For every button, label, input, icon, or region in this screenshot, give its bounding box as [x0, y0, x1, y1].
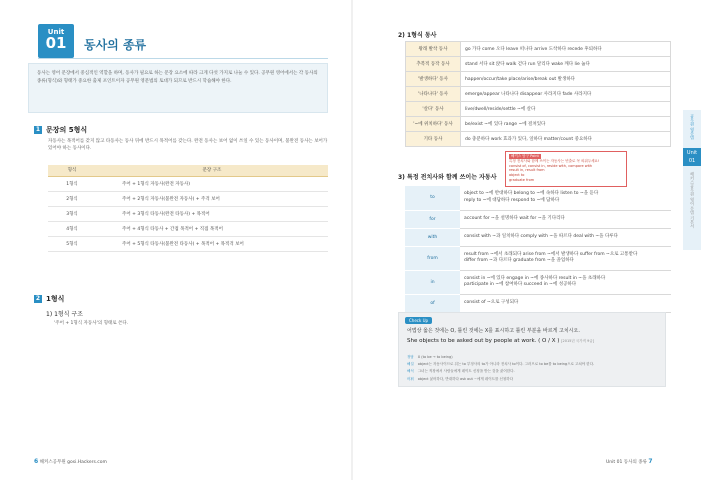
- verb-category: 왕래 발착 동사: [406, 42, 461, 57]
- page-number: 6: [34, 458, 39, 465]
- preposition-label: with: [405, 228, 460, 246]
- answer-label: 정답: [407, 355, 414, 359]
- table-row: [405, 228, 671, 246]
- tip-line: graduate from: [509, 177, 535, 182]
- verb-category: 추복적 동작 동사: [406, 57, 461, 72]
- table-row: [405, 294, 671, 312]
- answer-text: X (to be → to being): [417, 355, 453, 359]
- answer-line: [407, 354, 662, 361]
- table-cell: 주어 + 1형식 자동사(완전 자동사): [96, 176, 328, 191]
- table-row: [406, 102, 671, 117]
- table-cell: 2형식: [48, 191, 96, 206]
- prepositional-verbs-heading: 3) 특정 전치사와 함께 쓰이는 자동사: [398, 174, 497, 181]
- preposition-label: from: [405, 246, 460, 270]
- check-up-tag: Check Up: [405, 317, 432, 324]
- left-footer: [34, 458, 107, 465]
- table-cell: 1형식: [48, 176, 96, 191]
- verb-category: 기타 동사: [406, 132, 461, 147]
- preposition-label: in: [405, 270, 460, 294]
- unit-badge: [38, 24, 74, 58]
- preposition-verbs: consist of ~으로 구성되다: [460, 294, 671, 312]
- check-up-sentence: [407, 338, 594, 344]
- verb-examples: go 가다 come 오다 leave 떠나다 arrive 도착하다 recede 후퇴하다: [461, 42, 671, 57]
- table-header: 문장 구조: [96, 165, 328, 176]
- tip-tag: 해커스 탐구 Point: [511, 154, 539, 158]
- table-cell: 주어 + 3형식 타동사(완전 타동사) + 목적어: [96, 206, 328, 221]
- right-footer: [606, 458, 653, 465]
- check-up-question: 어법상 옳은 것에는 O, 틀린 것에는 X를 표시하고 틀린 부분을 바르게 고치시오.: [407, 328, 580, 334]
- section-2-heading: [34, 294, 64, 304]
- section-1-title: 문장의 5형식: [46, 126, 88, 134]
- page-title: 동사의 종류: [84, 38, 147, 52]
- table-row: [405, 270, 671, 294]
- table-row: [406, 72, 671, 87]
- verb-category: '발생하다' 동사: [406, 72, 461, 87]
- section-2-description: '주어 + 1형식 자동사'의 형태로 쓴다.: [54, 321, 129, 326]
- check-up-hint: [2015년 국가직 9급]: [561, 339, 595, 343]
- table-cell: 주어 + 2형식 자동사(불완전 자동사) + 주격 보어: [96, 191, 328, 206]
- verb-examples: do 충분하다 work 효과가 있다, 일하다 matter/count 중요하다: [461, 132, 671, 147]
- verb-examples: emerge/appear 나타나다 disappear 사라지다 fade 사라지다: [461, 87, 671, 102]
- table-cell: 4형식: [48, 221, 96, 236]
- table-row: [48, 221, 328, 236]
- table-row: [406, 42, 671, 57]
- table-row: [405, 210, 671, 228]
- footer-text: 해커스공무원 gosi.Hackers.com: [39, 460, 107, 465]
- unit-label: Unit: [47, 28, 65, 36]
- title-divider: [38, 58, 328, 59]
- side-tab-unit: Unit 01: [683, 148, 701, 166]
- side-tab-top: 공무원 영문법: [690, 114, 695, 140]
- tip-line: 특정 전치사와 함께 쓰이는 자동사는 빈출로 꼭 외워두세요!: [509, 158, 600, 163]
- answer-label: 해설: [407, 362, 414, 367]
- intransitive-verbs-table: [405, 41, 671, 147]
- table-cell: 주어 + 4형식 타동사 + 간접 목적어 + 직접 목적어: [96, 221, 328, 236]
- sentence-forms-table: [48, 165, 328, 252]
- table-header-row: [48, 165, 328, 176]
- preposition-label: for: [405, 210, 460, 228]
- table-row: [406, 57, 671, 72]
- preposition-verbs: object to ~에 반대하다 belong to ~에 속하다 listen to ~을 듣다 reply to ~에 대답하다 respond to ~에 답하다: [460, 186, 671, 210]
- page-number: 7: [648, 458, 653, 465]
- verb-examples: happen/occur/take place/arise/break out 발생하다: [461, 72, 671, 87]
- verb-category: '~에 위치하다' 동사: [406, 117, 461, 132]
- preposition-verbs: consist with ~과 일치하다 comply with ~을 따르다 deal with ~을 다루다: [460, 228, 671, 246]
- table-header: 형식: [48, 165, 96, 176]
- answer-line: [407, 361, 662, 368]
- verbs-heading: 2) 1형식 동사: [398, 32, 437, 39]
- table-row: [405, 186, 671, 210]
- section-2-number: 2: [35, 295, 41, 302]
- tip-note: [505, 151, 627, 187]
- section-1-description: 자동사는 목적어를 갖지 않고 타동사는 동사 뒤에 반드시 목적어를 갖는다. 완전 동사는 보어 없이 쓰일 수 있는 동사이며, 불완전 동사는 보어가 있어야 하는 동사이다.: [48, 139, 328, 151]
- table-row: [406, 87, 671, 102]
- table-row: [48, 176, 328, 191]
- answer-label: 해석: [407, 369, 414, 374]
- check-up-sentence-text: She objects to be asked out by people at work. ( O / X ): [407, 338, 560, 344]
- table-cell: 주어 + 5형식 타동사(불완전 타동사) + 목적어 + 목적격 보어: [96, 236, 328, 251]
- verb-examples: be/exist ~에 있다 range ~에 걸쳐있다: [461, 117, 671, 132]
- tip-line: object to: [509, 173, 525, 178]
- table-cell: 3형식: [48, 206, 96, 221]
- table-row: [406, 132, 671, 147]
- table-cell: 5형식: [48, 236, 96, 251]
- preposition-verbs: account for ~을 설명하다 wait for ~을 기다리다: [460, 210, 671, 228]
- unit-number: 01: [45, 34, 67, 52]
- answer-text: object는 자동사이므로 뒤는 to 부정사의 to가 아니라 전치사 to이다. 그러므로 to be를 to being으로 고쳐야 한다.: [417, 362, 595, 367]
- check-up-answer: [407, 354, 662, 383]
- preposition-verbs: consist in ~에 있다 engage in ~에 종사하다 result in ~을 초래하다 participate in ~에 참여하다 succeed in ~에 성공하다: [460, 270, 671, 294]
- left-page: [0, 0, 351, 480]
- preposition-verbs: result from ~에서 초래되다 arise from ~에서 발생하다 suffer from ~으로 고통받다 differ from ~과 다르다 graduate from ~을 졸업하다: [460, 246, 671, 270]
- table-row: [406, 117, 671, 132]
- section-2-title: 1형식: [46, 295, 65, 303]
- section-1-number: 1: [35, 126, 41, 133]
- answer-line: [407, 368, 662, 375]
- preposition-label: to: [405, 186, 460, 210]
- answer-label: 어휘: [407, 376, 414, 381]
- table-row: [405, 246, 671, 270]
- table-row: [48, 191, 328, 206]
- answer-line: [407, 376, 662, 383]
- side-tab-bottom: 해커스공무원 영어 문법 기본서: [690, 172, 695, 228]
- preposition-verbs-table: [405, 186, 671, 313]
- answer-text: object 싫어하다, 반대하다 ask out ~에게 데이트를 신청하다: [417, 376, 513, 381]
- tip-line: result in, result from: [509, 168, 545, 173]
- table-row: [48, 236, 328, 251]
- verb-category: '살다' 동사: [406, 102, 461, 117]
- section-1-heading: [34, 125, 87, 135]
- verb-category: '나타나다' 동사: [406, 87, 461, 102]
- footer-text: Unit 01 동사의 종류: [606, 460, 647, 465]
- verb-examples: stand 서다 sit 앉다 walk 걷다 run 달리다 wake 깨다 lie 눕다: [461, 57, 671, 72]
- side-tab: [683, 110, 701, 250]
- section-2-subheading: 1) 1형식 구조: [46, 311, 83, 318]
- table-row: [48, 206, 328, 221]
- answer-text: 그녀는 직장에서 사람들에게 데이트 신청을 받는 것을 싫어한다.: [417, 369, 515, 374]
- check-up-box: [398, 312, 666, 387]
- verb-examples: live/dwell/reside/settle ~에 살다: [461, 102, 671, 117]
- tip-line: consist of, consist in, reside with, compare with: [509, 163, 593, 168]
- preposition-label: of: [405, 294, 460, 312]
- intro-box: 동사는 영어 문장에서 중심적인 역할을 하며, 동사가 필요로 하는 문장 요소에 따라 크게 다섯 가지로 나눌 수 있다. 공무원 영어에서는 각 동사의 종류(형식)와 형태가 중요한 출제 포인트이자 공무원 영문법의 토대가 되므로 반드시 학습해야 한다.: [28, 63, 328, 113]
